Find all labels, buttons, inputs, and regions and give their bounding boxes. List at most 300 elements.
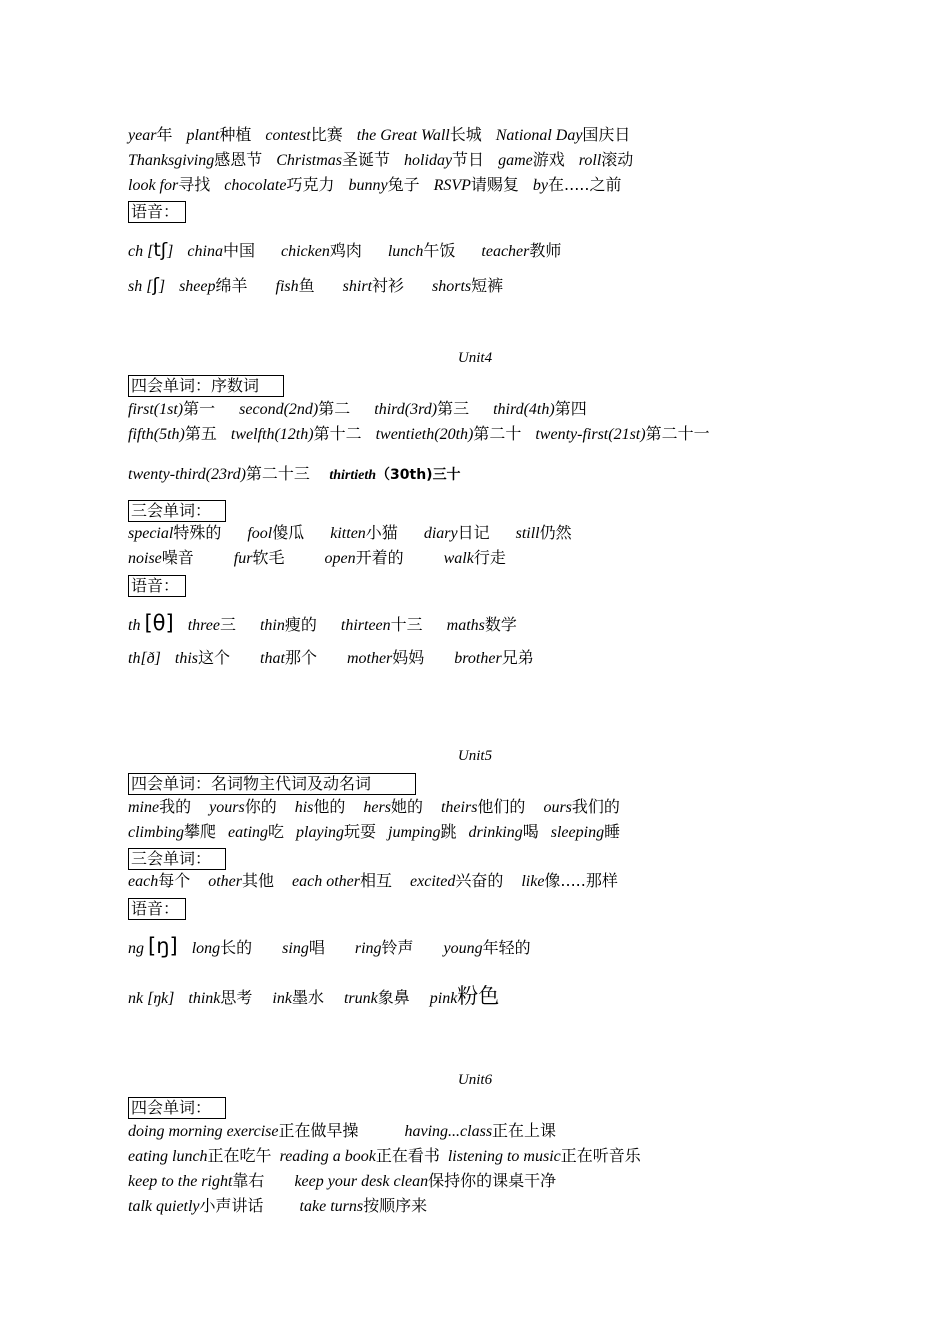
word-zh: 第五: [184, 424, 217, 443]
phonics-key: th[ð]: [128, 650, 161, 667]
word-en: climbing: [128, 824, 184, 841]
vocab-item: [493, 399, 587, 419]
word-en: other: [208, 873, 242, 890]
word-zh: 巧克力: [286, 175, 335, 194]
vocab-row: [128, 123, 644, 148]
word-en: first(1st): [128, 401, 184, 418]
word-en: National Day: [495, 127, 583, 144]
word-zh: 兔子: [387, 175, 420, 194]
word-zh: 教师: [529, 241, 562, 260]
phonics-row: [128, 238, 601, 264]
word-zh: 保持你的课桌干净: [428, 1171, 557, 1190]
word-zh: 数学: [484, 615, 517, 634]
word-en: theirs: [440, 799, 478, 816]
vocab-item: [128, 1196, 264, 1216]
vocab-item: [330, 523, 398, 543]
word-en: twentieth(20th): [375, 426, 474, 443]
vocab-item: [128, 1146, 272, 1166]
vocab-item: [247, 523, 304, 543]
word-en: brother: [454, 650, 502, 667]
vocab-item: [481, 241, 561, 261]
word-en: by: [532, 177, 549, 194]
word-en: having...class: [404, 1123, 493, 1140]
word-en: fur: [233, 550, 253, 567]
vocab-item: [231, 424, 362, 444]
vocab-item: [128, 822, 216, 842]
vocab-row: [128, 1194, 463, 1219]
phonics-row: [128, 611, 555, 638]
word-zh: 相互: [360, 871, 393, 890]
vocab-item: [272, 988, 324, 1008]
vocab-item: [192, 938, 252, 958]
vocab-item: [187, 241, 255, 261]
vocab-item: [128, 424, 217, 444]
vocab-item: [447, 615, 517, 635]
phonics-symbol: [ŋ]: [148, 934, 178, 958]
word-zh: 中国: [222, 241, 255, 260]
vocab-item: [234, 548, 285, 568]
word-zh: 像.....那样: [544, 871, 618, 890]
word-en: like: [521, 873, 545, 890]
word-zh: 节日: [452, 150, 485, 169]
word-en: reading a book: [279, 1148, 376, 1165]
phonics-key: th: [128, 617, 141, 634]
word-zh: 小声讲话: [199, 1196, 264, 1215]
vocab-item: [496, 125, 631, 145]
word-zh: 小猫: [365, 523, 398, 542]
vocab-row: [128, 462, 475, 488]
word-zh: 绵羊: [215, 276, 248, 295]
vocab-item: [224, 175, 334, 195]
word-en: lunch: [387, 243, 424, 260]
word-zh: 这个: [198, 648, 231, 667]
vocab-row: [128, 173, 635, 198]
word-en: think: [188, 990, 221, 1007]
vocab-item: [348, 175, 419, 195]
vocab-item: [292, 871, 392, 891]
vocab-item: [239, 399, 350, 419]
word-zh: 正在看书: [375, 1146, 440, 1165]
word-en: mother: [346, 650, 393, 667]
word-en: twelfth(12th): [230, 426, 314, 443]
word-zh: 圣诞节: [342, 150, 391, 169]
word-en: twenty-first(21st): [535, 426, 646, 443]
vocab-row: [128, 521, 598, 546]
word-zh: 日记: [457, 523, 490, 542]
word-zh: 滚动: [601, 150, 634, 169]
vocab-item: [295, 797, 346, 817]
phonics-row: [128, 646, 578, 671]
word-zh: 正在做早操: [278, 1121, 359, 1140]
word-zh: 靠右: [232, 1171, 265, 1190]
word-en: chocolate: [224, 177, 287, 194]
word-zh: 鱼: [298, 276, 315, 295]
word-en: fish: [275, 278, 299, 295]
word-en: three: [187, 617, 220, 634]
word-zh: 游戏: [532, 150, 565, 169]
word-zh: 兴奋的: [455, 871, 504, 890]
vocab-item: [281, 241, 362, 261]
vocab-item: [128, 399, 215, 419]
word-zh: 鸡肉: [329, 241, 362, 260]
vocab-item: [282, 938, 325, 958]
vocab-item: [175, 648, 230, 668]
vocab-item: [188, 615, 236, 635]
word-en: open: [324, 550, 356, 567]
phonics-words: [192, 938, 561, 958]
word-zh: 喝: [522, 822, 539, 841]
vocab-item: [516, 523, 572, 543]
vocab-item: [128, 150, 262, 170]
word-zh: 三: [219, 615, 236, 634]
word-en: pink: [429, 990, 458, 1007]
word-en: thirteen: [340, 617, 391, 634]
word-en: kitten: [330, 525, 366, 542]
vocab-item: [355, 938, 414, 958]
vocab-item: [424, 523, 490, 543]
word-en: roll: [578, 152, 602, 169]
word-en: holiday: [404, 152, 453, 169]
word-zh: 第四: [554, 399, 587, 418]
vocab-item: [448, 1146, 641, 1166]
word-zh: 正在吃午: [207, 1146, 272, 1165]
word-en: each: [128, 873, 159, 890]
word-en: sheep: [179, 278, 216, 295]
word-en: eating: [228, 824, 269, 841]
unit-title: Unit5: [457, 748, 493, 764]
word-en: excited: [410, 873, 456, 890]
vocab-item: [179, 276, 247, 296]
vocab-row: [128, 869, 636, 894]
phonics-key: sh [: [128, 278, 153, 295]
section-label: 三会单词：: [128, 500, 226, 522]
word-en: take turns: [299, 1198, 364, 1215]
word-zh: 第十二: [313, 424, 362, 443]
vocab-item: [374, 399, 469, 419]
word-en: contest: [265, 127, 311, 144]
word-en: walk: [443, 550, 474, 567]
word-zh: 其他: [242, 871, 275, 890]
word-zh: 我们的: [571, 797, 620, 816]
word-zh: 他们的: [477, 797, 526, 816]
vocab-item: [228, 822, 284, 842]
word-zh: 比赛: [310, 125, 343, 144]
phonics-symbol: ʃ: [152, 274, 159, 296]
word-zh: 思考: [220, 988, 253, 1007]
word-en: shorts: [432, 278, 472, 295]
section-label: 语音：: [128, 201, 186, 223]
vocab-item: [357, 125, 482, 145]
word-en: fifth(5th): [128, 426, 185, 443]
word-en: eating lunch: [128, 1148, 208, 1165]
vocab-item: [186, 125, 251, 145]
word-zh: 国庆日: [582, 125, 631, 144]
phonics-row: [128, 984, 533, 1011]
word-zh: 仍然: [539, 523, 572, 542]
phonics-key: ng: [128, 940, 144, 957]
word-zh: 年: [156, 125, 173, 144]
vocab-row: [128, 422, 724, 447]
word-en: playing: [296, 824, 345, 841]
vocab-item: [324, 548, 403, 568]
word-en: twenty-third(23rd): [128, 466, 246, 483]
word-zh: 每个: [158, 871, 191, 890]
phonics-symbol: [θ]: [144, 611, 174, 635]
vocab-item: [469, 822, 539, 842]
vocab-item: [208, 871, 274, 891]
word-zh: 第二: [318, 399, 351, 418]
vocab-item: [376, 424, 522, 444]
phonics-row: [128, 273, 545, 299]
vocab-item: [363, 797, 423, 817]
word-en: teacher: [481, 243, 530, 260]
word-en: doing morning exercise: [128, 1123, 279, 1140]
vocab-item: [294, 1171, 556, 1191]
vocab-item: [410, 871, 503, 891]
vocab-row: [128, 546, 546, 571]
word-en: fool: [247, 525, 273, 542]
vocab-item: [543, 797, 619, 817]
word-en: ink: [272, 990, 292, 1007]
phonics-words: [175, 648, 564, 668]
word-zh: 按顺序来: [363, 1196, 428, 1215]
vocab-row: [128, 795, 638, 820]
word-en: ring: [354, 940, 382, 957]
vocab-item: [434, 175, 519, 195]
vocab-item: [128, 523, 221, 543]
word-zh: 午饭: [423, 241, 456, 260]
word-en: shirt: [342, 278, 373, 295]
word-en: young: [443, 940, 483, 957]
word-zh: 第一: [183, 399, 216, 418]
phonics-words: [179, 276, 531, 296]
word-en: hers: [363, 799, 391, 816]
word-en: second(2nd): [239, 401, 319, 418]
vocab-row: [128, 1119, 602, 1144]
vocab-item: [209, 797, 277, 817]
word-zh: 三十: [432, 467, 461, 483]
word-zh: 寻找: [178, 175, 211, 194]
vocab-item: [128, 797, 191, 817]
word-zh: 长的: [220, 938, 253, 957]
word-zh: 玩耍: [344, 822, 377, 841]
word-en: diary: [423, 525, 458, 542]
word-paren: （30th): [376, 467, 433, 483]
phonics-key-end: ]: [158, 278, 166, 295]
word-en: chicken: [280, 243, 330, 260]
word-zh: 正在听音乐: [560, 1146, 641, 1165]
vocab-item: [388, 241, 456, 261]
section-label: 语音：: [128, 575, 186, 597]
vocab-item: [276, 276, 315, 296]
vocab-item: [535, 424, 709, 444]
word-zh: 唱: [308, 938, 325, 957]
vocab-item: [579, 150, 634, 170]
vocab-item: [498, 150, 565, 170]
section-label: 四会单词：序数词: [128, 375, 284, 397]
word-zh: 他的: [313, 797, 346, 816]
vocab-item: [260, 615, 317, 635]
vocab-item: [128, 1121, 359, 1141]
phonics-words: [187, 241, 587, 261]
word-en: RSVP: [433, 177, 471, 194]
word-zh: 攀爬: [184, 822, 217, 841]
word-zh: 睡: [604, 822, 621, 841]
word-zh: 第二十一: [645, 424, 710, 443]
phonics-key: nk [ŋk]: [128, 990, 175, 1007]
word-en: his: [294, 799, 314, 816]
vocab-row: [128, 1169, 586, 1194]
word-en: thirtieth: [329, 468, 377, 483]
vocab-item: [128, 175, 210, 195]
word-zh: 第三: [437, 399, 470, 418]
section-label: 语音：: [128, 898, 186, 920]
word-zh: 墨水: [291, 988, 324, 1007]
vocab-item: [404, 150, 484, 170]
phonics-key-end: ]: [167, 243, 174, 260]
word-zh: 在.....之前: [548, 175, 622, 194]
word-zh: 兄弟: [501, 648, 534, 667]
vocab-item: [521, 871, 618, 891]
vocab-item: [444, 548, 506, 568]
word-zh: 软毛: [252, 548, 285, 567]
vocab-item: [441, 797, 525, 817]
word-zh: 短裤: [471, 276, 504, 295]
word-en: jumping: [388, 824, 441, 841]
vocab-item: [429, 984, 500, 1008]
word-en: talk quietly: [128, 1198, 200, 1215]
vocab-item: [128, 125, 172, 145]
word-en: third(4th): [493, 401, 555, 418]
word-zh: 她的: [390, 797, 423, 816]
vocab-item: [276, 150, 390, 170]
word-zh: 第二十: [473, 424, 522, 443]
vocab-item: [265, 125, 342, 145]
vocab-item: [280, 1146, 440, 1166]
word-en: sleeping: [550, 824, 605, 841]
section-label: 四会单词：: [128, 1097, 226, 1119]
vocab-row: [128, 148, 647, 173]
word-en: listening to music: [447, 1148, 561, 1165]
vocab-item: [444, 938, 531, 958]
word-zh: 傻瓜: [272, 523, 305, 542]
word-en: thin: [259, 617, 285, 634]
word-en: third(3rd): [374, 401, 438, 418]
word-zh: 妈妈: [392, 648, 425, 667]
word-en: yours: [209, 799, 245, 816]
word-zh: 跳: [440, 822, 457, 841]
word-en: long: [191, 940, 221, 957]
vocab-item: [454, 648, 533, 668]
vocab-item: [388, 822, 456, 842]
word-zh: 开着的: [355, 548, 404, 567]
word-en: keep to the right: [128, 1173, 233, 1190]
phonics-words: [188, 615, 541, 635]
word-zh: 象鼻: [377, 988, 410, 1007]
word-en: trunk: [343, 990, 378, 1007]
vocab-row: [128, 397, 611, 422]
unit-title: Unit4: [457, 350, 493, 366]
vocab-row: [128, 1144, 649, 1169]
word-zh: 长城: [449, 125, 482, 144]
word-zh: 粉色: [457, 984, 500, 1008]
word-zh: 请赐复: [470, 175, 519, 194]
word-zh: 十三: [390, 615, 423, 634]
vocab-item: [347, 648, 424, 668]
vocab-item: [128, 1171, 264, 1191]
word-en: sing: [282, 940, 309, 957]
word-en: this: [174, 650, 199, 667]
vocab-item: [343, 276, 404, 296]
vocab-item: [300, 1196, 428, 1216]
phonics-key: ch [: [128, 243, 154, 260]
phonics-symbol: tʃ: [153, 239, 168, 261]
vocab-item: [128, 548, 194, 568]
word-en: keep your desk clean: [294, 1173, 429, 1190]
phonics-words: [188, 984, 519, 1008]
word-en: game: [498, 152, 533, 169]
vocab-item: [533, 175, 622, 195]
word-zh: 正在上课: [492, 1121, 557, 1140]
word-en: maths: [446, 617, 485, 634]
word-en: noise: [128, 550, 162, 567]
word-zh: 瘦的: [284, 615, 317, 634]
section-label: 四会单词：名词物主代词及动名词: [128, 773, 416, 795]
word-en: look for: [128, 177, 179, 194]
vocab-item: [551, 822, 620, 842]
word-zh: 你的: [244, 797, 277, 816]
word-zh: 第二十三: [245, 464, 310, 483]
word-en: mine: [128, 799, 160, 816]
word-zh: 特殊的: [173, 523, 222, 542]
phonics-row: [128, 934, 575, 961]
word-en: the Great Wall: [356, 127, 450, 144]
vocab-item: [405, 1121, 557, 1141]
word-zh: 吃: [268, 822, 285, 841]
vocab-item: [344, 988, 410, 1008]
vocab-item: [432, 276, 503, 296]
vocab-row: [128, 820, 632, 845]
word-zh: 我的: [159, 797, 192, 816]
word-en: Thanksgiving: [128, 152, 215, 169]
word-en: china: [187, 243, 223, 260]
word-en: Christmas: [276, 152, 343, 169]
word-en: each other: [292, 873, 360, 890]
word-zh: 年轻的: [482, 938, 531, 957]
word-zh: 感恩节: [214, 150, 263, 169]
vocab-item: [341, 615, 423, 635]
word-en: drinking: [468, 824, 523, 841]
word-zh: 种植: [219, 125, 252, 144]
vocab-item: [296, 822, 376, 842]
word-zh: 那个: [284, 648, 317, 667]
vocab-item: [128, 871, 190, 891]
word-zh: 噪音: [161, 548, 194, 567]
word-zh: 衬衫: [372, 276, 405, 295]
word-en: still: [515, 525, 540, 542]
word-en: year: [128, 127, 157, 144]
section-label: 三会单词：: [128, 848, 226, 870]
word-zh: 铃声: [381, 938, 414, 957]
vocab-item: [260, 648, 317, 668]
word-en: special: [128, 525, 174, 542]
word-en: plant: [186, 127, 220, 144]
unit-title: Unit6: [457, 1072, 493, 1088]
word-en: that: [260, 650, 285, 667]
word-en: bunny: [348, 177, 388, 194]
vocab-item: [188, 988, 252, 1008]
word-zh: 行走: [473, 548, 506, 567]
